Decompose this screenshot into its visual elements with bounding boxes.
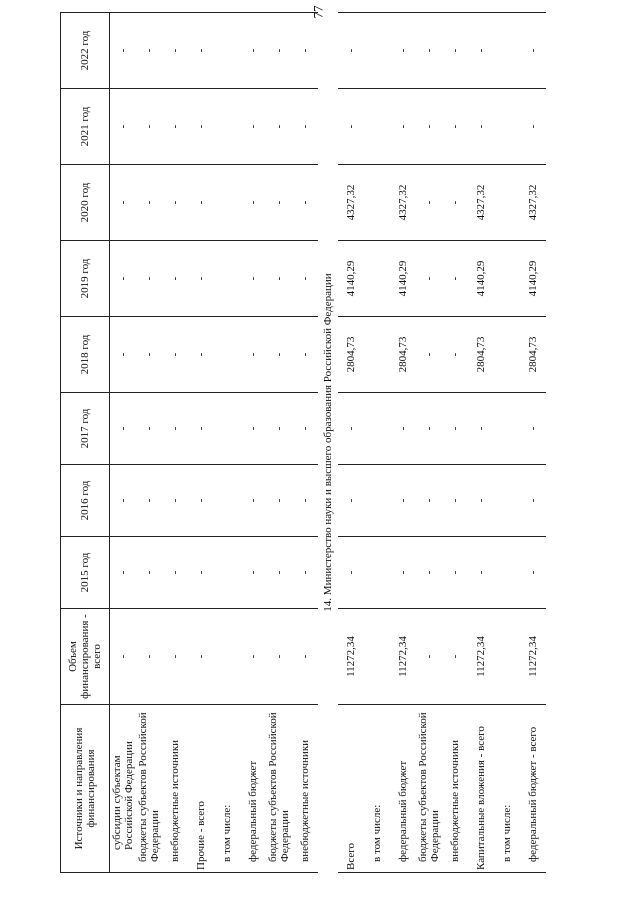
table-row [364, 13, 390, 873]
value-cell: - [292, 165, 318, 241]
value-cell: - [188, 89, 214, 165]
value-cell: - [188, 609, 214, 705]
value-cell: - [390, 465, 416, 537]
value-cell: - [188, 165, 214, 241]
header-cell: 2021 год [61, 89, 110, 165]
value-cell: 11272,34 [520, 609, 546, 705]
value-cell [214, 13, 240, 89]
value-cell [494, 393, 520, 465]
value-cell: - [292, 609, 318, 705]
value-cell: - [468, 89, 494, 165]
value-cell: - [188, 537, 214, 609]
value-cell: - [240, 317, 266, 393]
value-cell: - [162, 537, 188, 609]
value-cell [214, 465, 240, 537]
value-cell [214, 165, 240, 241]
value-cell: - [390, 13, 416, 89]
value-cell: - [110, 241, 137, 317]
value-cell: 4327,32 [520, 165, 546, 241]
value-cell [214, 89, 240, 165]
value-cell: 4327,32 [338, 165, 364, 241]
value-cell: - [338, 465, 364, 537]
value-cell: 4140,29 [468, 241, 494, 317]
value-cell: - [162, 13, 188, 89]
value-cell: - [520, 393, 546, 465]
value-cell: 4140,29 [338, 241, 364, 317]
header-cell: 2017 год [61, 393, 110, 465]
value-cell: - [468, 537, 494, 609]
value-cell: - [292, 465, 318, 537]
value-cell: - [266, 465, 292, 537]
row-label: бюджеты субъектов Российской Федерации [266, 705, 292, 873]
table-body-upper [110, 13, 319, 873]
table-row [162, 13, 188, 873]
value-cell: - [240, 537, 266, 609]
value-cell: - [266, 317, 292, 393]
value-cell [494, 537, 520, 609]
table-row [338, 13, 364, 873]
row-label: федеральный бюджет [240, 705, 266, 873]
value-cell [214, 609, 240, 705]
table-row [416, 13, 442, 873]
value-cell: - [442, 13, 468, 89]
header-cell: 2018 год [61, 317, 110, 393]
value-cell: - [338, 537, 364, 609]
header-cell: 2019 год [61, 241, 110, 317]
value-cell: - [390, 89, 416, 165]
row-label: в том числе: [364, 705, 390, 873]
value-cell: 2804,73 [338, 317, 364, 393]
table-row [292, 13, 318, 873]
value-cell: - [188, 241, 214, 317]
value-cell [364, 241, 390, 317]
value-cell: - [136, 89, 162, 165]
value-cell: - [416, 13, 442, 89]
value-cell: - [416, 165, 442, 241]
value-cell: - [266, 537, 292, 609]
value-cell: - [292, 393, 318, 465]
value-cell: - [468, 465, 494, 537]
value-cell: 4140,29 [390, 241, 416, 317]
table-row [188, 13, 214, 873]
header-cell: 2016 год [61, 465, 110, 537]
value-cell: - [390, 537, 416, 609]
row-label: бюджеты субъектов Российской Федерации [136, 705, 162, 873]
value-cell: 4327,32 [390, 165, 416, 241]
value-cell: - [442, 609, 468, 705]
value-cell: - [338, 89, 364, 165]
value-cell [364, 465, 390, 537]
table-row [110, 13, 137, 873]
value-cell: - [520, 537, 546, 609]
table-row [442, 13, 468, 873]
value-cell: - [110, 465, 137, 537]
row-label: внебюджетные источники [442, 705, 468, 873]
value-cell: - [520, 465, 546, 537]
value-cell: - [266, 609, 292, 705]
table-row [520, 13, 546, 873]
value-cell: - [416, 537, 442, 609]
value-cell [364, 165, 390, 241]
row-label: в том числе: [214, 705, 240, 873]
value-cell: 4327,32 [468, 165, 494, 241]
value-cell: - [162, 317, 188, 393]
value-cell [364, 13, 390, 89]
section-row [318, 13, 338, 873]
header-cell: 2020 год [61, 165, 110, 241]
value-cell: 4140,29 [520, 241, 546, 317]
row-label: внебюджетные источники [162, 705, 188, 873]
value-cell: - [162, 393, 188, 465]
value-cell: - [136, 13, 162, 89]
value-cell [494, 13, 520, 89]
value-cell: - [162, 609, 188, 705]
value-cell: - [188, 13, 214, 89]
table-row [390, 13, 416, 873]
row-label: федеральный бюджет [390, 705, 416, 873]
row-label: внебюджетные источники [292, 705, 318, 873]
value-cell: - [110, 89, 137, 165]
value-cell: - [292, 241, 318, 317]
value-cell: - [292, 89, 318, 165]
financing-table [60, 12, 546, 873]
value-cell: - [240, 465, 266, 537]
value-cell: - [136, 465, 162, 537]
value-cell: - [442, 537, 468, 609]
row-label: Прочие - всего [188, 705, 214, 873]
value-cell: - [416, 609, 442, 705]
value-cell [214, 393, 240, 465]
value-cell: - [266, 393, 292, 465]
value-cell [494, 317, 520, 393]
table-section-row-group [318, 13, 338, 873]
value-cell: - [136, 241, 162, 317]
value-cell: - [136, 165, 162, 241]
row-label: федеральный бюджет - всего [520, 705, 546, 873]
value-cell: - [136, 393, 162, 465]
value-cell: - [240, 13, 266, 89]
row-label: бюджеты субъектов Российской Федерации [416, 705, 442, 873]
value-cell: - [266, 89, 292, 165]
value-cell: - [468, 13, 494, 89]
value-cell: - [520, 13, 546, 89]
value-cell: - [338, 13, 364, 89]
value-cell: - [442, 241, 468, 317]
value-cell: - [292, 13, 318, 89]
value-cell: - [162, 241, 188, 317]
table-header-row [61, 13, 110, 873]
value-cell: - [110, 165, 137, 241]
value-cell: - [416, 465, 442, 537]
value-cell: - [416, 317, 442, 393]
page-number: 77 [310, 5, 326, 19]
value-cell: - [266, 13, 292, 89]
value-cell [494, 465, 520, 537]
value-cell: 11272,34 [338, 609, 364, 705]
value-cell: - [292, 537, 318, 609]
value-cell: - [442, 465, 468, 537]
value-cell: 2804,73 [520, 317, 546, 393]
value-cell: - [136, 609, 162, 705]
value-cell [494, 609, 520, 705]
section-title: 14. Министерство науки и высшего образования Российской Федерации [322, 273, 334, 612]
table-row [266, 13, 292, 873]
value-cell: - [442, 165, 468, 241]
value-cell: 11272,34 [468, 609, 494, 705]
value-cell: - [442, 393, 468, 465]
value-cell: - [240, 609, 266, 705]
value-cell: - [266, 165, 292, 241]
row-label: Всего [338, 705, 364, 873]
row-label: субсидии субъектам Российской Федерации [110, 705, 137, 873]
value-cell [364, 609, 390, 705]
header-cell: 2022 год [61, 13, 110, 89]
value-cell: - [520, 89, 546, 165]
value-cell: - [240, 165, 266, 241]
table-row [468, 13, 494, 873]
rotated-page [60, 13, 620, 873]
value-cell [494, 241, 520, 317]
value-cell: - [442, 317, 468, 393]
value-cell: - [442, 89, 468, 165]
value-cell [364, 89, 390, 165]
value-cell: - [416, 89, 442, 165]
value-cell: - [338, 393, 364, 465]
value-cell: - [188, 317, 214, 393]
value-cell: - [110, 537, 137, 609]
footer-file-code [0, 844, 2, 884]
header-cell: 2015 год [61, 537, 110, 609]
value-cell [214, 317, 240, 393]
table-row [494, 13, 520, 873]
value-cell: 11272,34 [390, 609, 416, 705]
value-cell: - [110, 13, 137, 89]
table-row [136, 13, 162, 873]
header-cell: Источники и направления финансирования [61, 705, 110, 873]
value-cell: - [468, 393, 494, 465]
value-cell [214, 241, 240, 317]
value-cell: - [110, 317, 137, 393]
header-cell: Объем финансирования - всего [61, 609, 110, 705]
table-body-lower [338, 13, 546, 873]
value-cell: - [162, 465, 188, 537]
value-cell: 2804,73 [390, 317, 416, 393]
value-cell: - [110, 609, 137, 705]
value-cell: - [266, 241, 292, 317]
row-label: в том числе: [494, 705, 520, 873]
value-cell: - [240, 241, 266, 317]
value-cell [214, 537, 240, 609]
value-cell [364, 537, 390, 609]
value-cell: - [416, 241, 442, 317]
value-cell [364, 393, 390, 465]
value-cell: - [162, 165, 188, 241]
value-cell: - [136, 537, 162, 609]
value-cell [494, 165, 520, 241]
table-row [214, 13, 240, 873]
row-label: Капитальные вложения - всего [468, 705, 494, 873]
value-cell: - [110, 393, 137, 465]
value-cell: - [162, 89, 188, 165]
value-cell: 2804,73 [468, 317, 494, 393]
value-cell: - [240, 89, 266, 165]
value-cell: - [240, 393, 266, 465]
value-cell [494, 89, 520, 165]
value-cell [364, 317, 390, 393]
value-cell: - [390, 393, 416, 465]
value-cell: - [136, 317, 162, 393]
value-cell: - [188, 393, 214, 465]
table-row [240, 13, 266, 873]
value-cell: - [188, 465, 214, 537]
value-cell: - [416, 393, 442, 465]
value-cell: - [292, 317, 318, 393]
